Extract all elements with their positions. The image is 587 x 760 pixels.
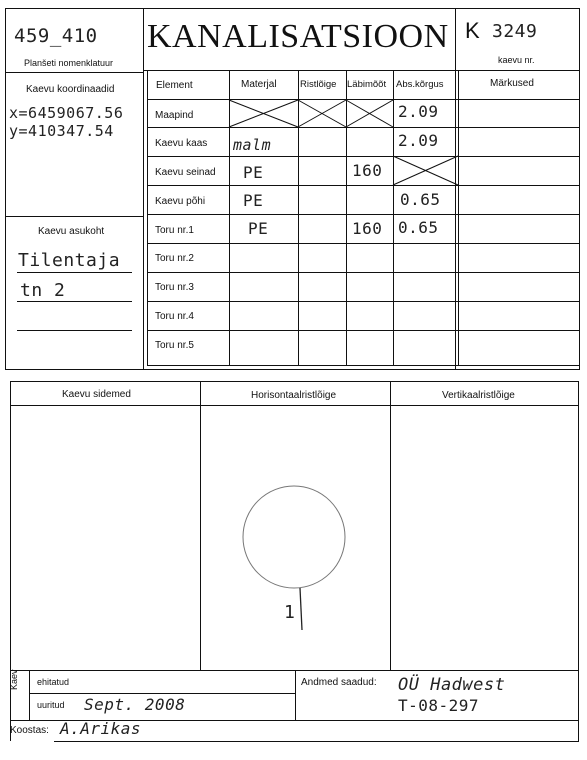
built-label: ehitatud — [37, 677, 70, 687]
row-label-pipe-3: Toru nr.3 — [155, 282, 194, 293]
col-header-remarks: Märkused — [490, 78, 534, 89]
coordinate-x: x=6459067.56 — [9, 104, 124, 122]
cell-pipe1-material: PE — [248, 219, 269, 238]
row-label-cover: Kaevu kaas — [155, 138, 208, 149]
compiled-value: A.Arikas — [60, 719, 142, 738]
plansheet-label: Planšeti nomenklatuur — [24, 58, 114, 68]
col-header-element: Element — [156, 80, 193, 91]
cell-walls-material: PE — [243, 163, 264, 182]
surveyed-label: uuritud — [37, 700, 65, 710]
cell-bottom-abs: 0.65 — [400, 190, 441, 209]
page-title: KANALISATSIOON — [147, 18, 449, 55]
cell-pipe1-diameter: 160 — [352, 219, 383, 238]
pipe-label: 1 — [284, 602, 296, 623]
data-from-line-2: T-08-297 — [398, 696, 480, 715]
data-from-label: Andmed saadud: — [301, 677, 377, 688]
row-label-pipe-1: Toru nr.1 — [155, 225, 194, 236]
section-header-well-links: Kaevu sidemed — [62, 389, 131, 400]
location-line-2: tn 2 — [20, 280, 66, 301]
cell-pipe1-abs: 0.65 — [398, 218, 439, 237]
cell-bottom-material: PE — [243, 191, 264, 210]
row-label-bottom: Kaevu põhi — [155, 196, 206, 207]
coordinates-label: Kaevu koordinaadid — [26, 84, 115, 95]
side-label-well: Kaev — [9, 669, 19, 690]
section-header-vertical: Vertikaalristlõige — [442, 390, 515, 401]
section-header-horizontal: Horisontaalristlõige — [251, 390, 337, 401]
cell-cover-abs: 2.09 — [398, 131, 439, 150]
coordinate-y: y=410347.54 — [9, 122, 114, 140]
location-label: Kaevu asukoht — [38, 226, 105, 237]
surveyed-value: Sept. 2008 — [84, 695, 186, 714]
cell-cover-material: malm — [233, 136, 272, 154]
row-label-ground: Maapind — [155, 110, 194, 121]
cell-ground-abs: 2.09 — [398, 102, 439, 121]
row-label-pipe-4: Toru nr.4 — [155, 311, 194, 322]
well-number: 3249 — [492, 21, 538, 42]
row-label-walls: Kaevu seinad — [155, 167, 216, 178]
pipe-line — [300, 588, 302, 630]
data-from-line-1: OÜ Hadwest — [398, 675, 506, 695]
compiled-label: Koostas: — [10, 725, 49, 736]
cell-walls-diameter: 160 — [352, 161, 383, 180]
col-header-abs-height: Abs.kõrgus — [396, 79, 444, 90]
col-header-cross-section: Ristlõige — [300, 79, 337, 90]
well-prefix: K — [465, 18, 480, 43]
row-label-pipe-2: Toru nr.2 — [155, 253, 194, 264]
plansheet-value: 459_410 — [14, 25, 98, 47]
col-header-material: Materjal — [241, 79, 277, 90]
col-header-diameter: Läbimõõt — [347, 79, 387, 90]
row-label-pipe-5: Toru nr.5 — [155, 340, 194, 351]
well-number-label: kaevu nr. — [498, 55, 535, 65]
well-circle — [243, 486, 345, 588]
location-line-1: Tilentaja — [18, 250, 121, 271]
